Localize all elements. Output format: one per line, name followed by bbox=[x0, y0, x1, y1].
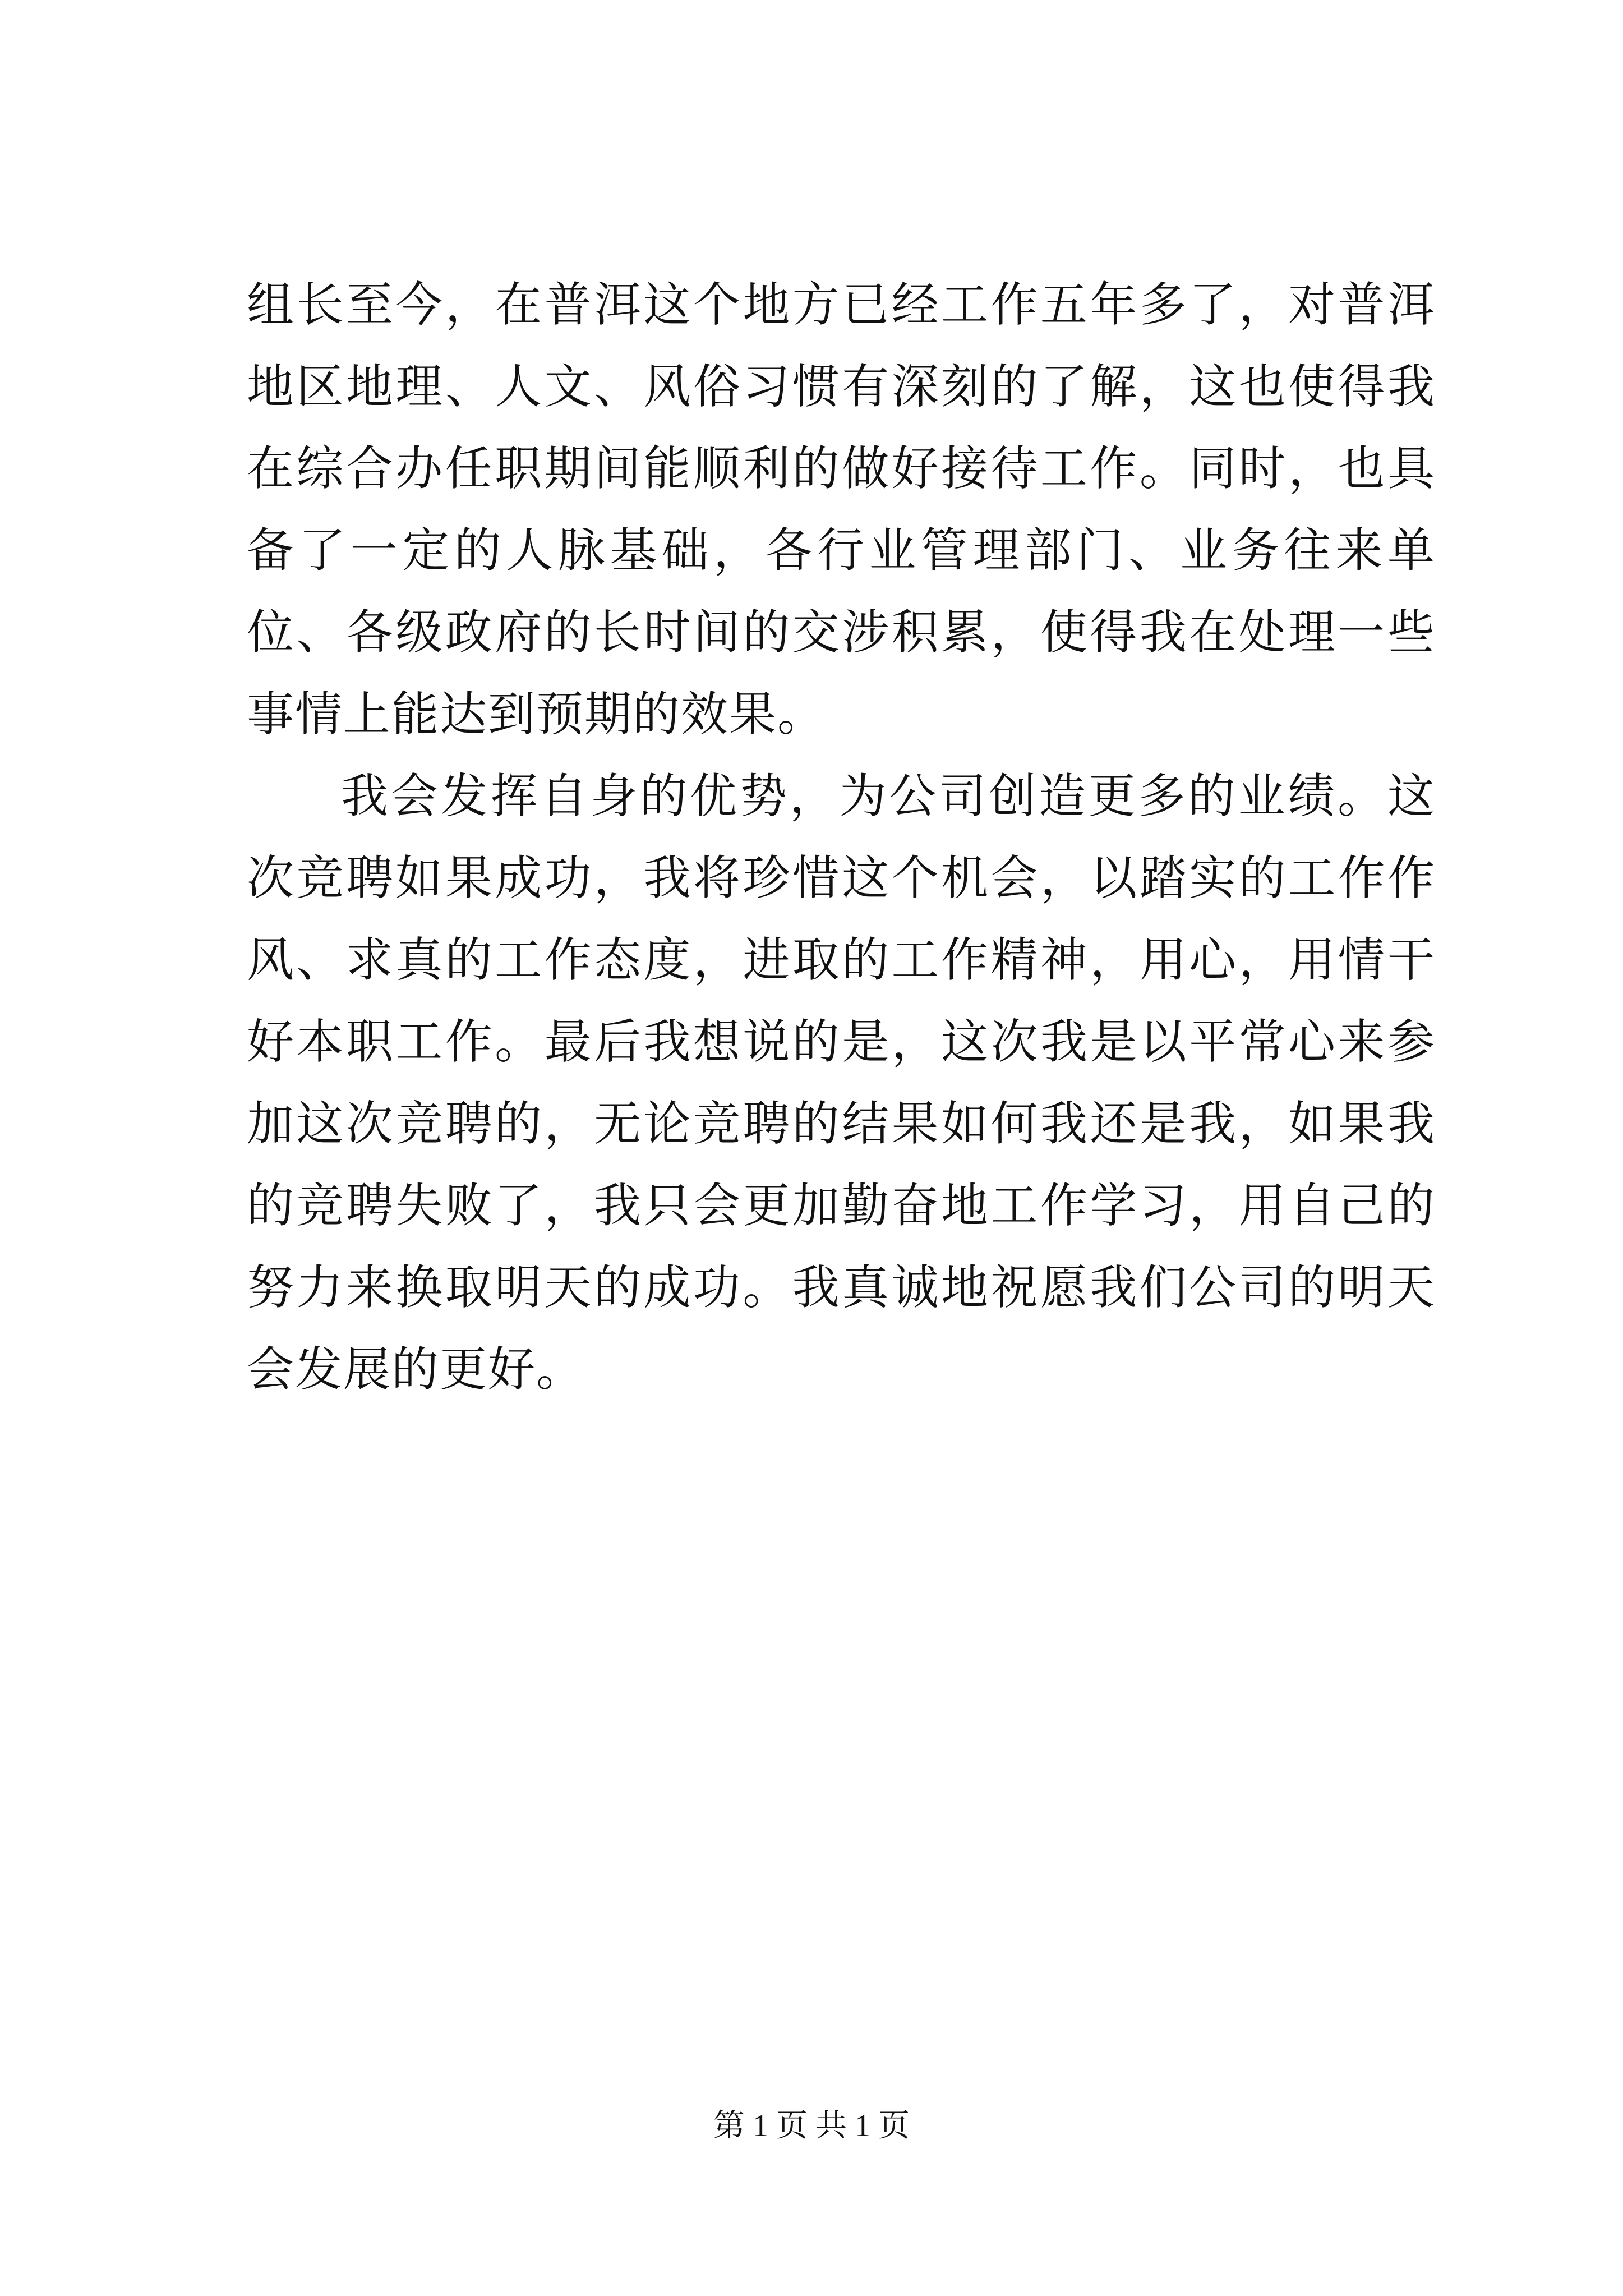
document-body bbox=[247, 264, 1436, 1410]
paragraph-2: 我会发挥自身的优势，为公司创造更多的业绩。这次竞聘如果成功，我将珍惜这个机会，以踏实的工作作风、求真的工作态度，进取的工作精神，用心，用情干好本职工作。最后我想说的是，这次我是以平常心来参加这次竞聘的，无论竞聘的结果如何我还是我，如果我的竞聘失败了，我只会更加勤奋地工作学习，用自己的努力来换取明天的成功。我真诚地祝愿我们公司的明天会发展的更好。 bbox=[247, 769, 1436, 1397]
page-footer: 第 1 页 共 1 页 bbox=[713, 2109, 910, 2143]
paragraph-1: 组长至今，在普洱这个地方已经工作五年多了，对普洱地区地理、人文、风俗习惯有深刻的了解，这也使得我在综合办任职期间能顺利的做好接待工作。同时，也具备了一定的人脉基础，各行业管理部门、业务往来单位、各级政府的长时间的交涉积累，使得我在处理一些事情上能达到预期的效果。 bbox=[247, 277, 1436, 742]
